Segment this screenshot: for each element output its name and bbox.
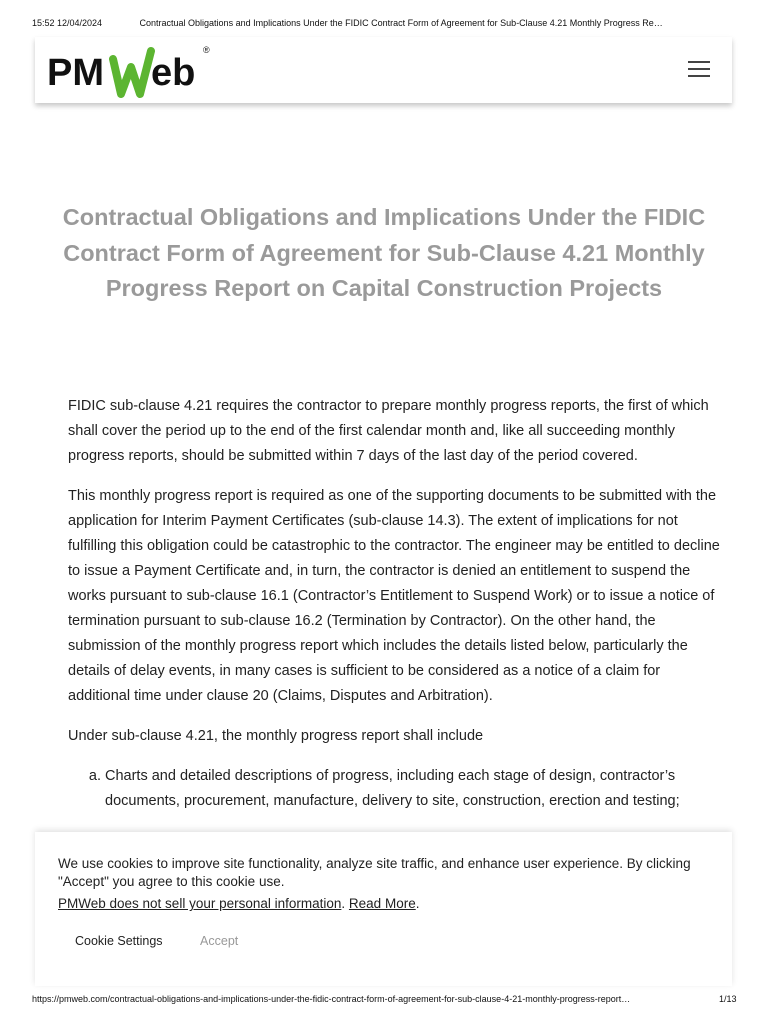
pmweb-logo[interactable] <box>47 43 217 99</box>
cookie-settings-button[interactable]: Cookie Settings <box>75 934 163 948</box>
print-document-title: Contractual Obligations and Implications Under the FIDIC Contract Form of Agreement for Sub-Clause 4.21 Monthly Progress Re… <box>139 18 663 28</box>
paragraph: Under sub-clause 4.21, the monthly progress report shall include <box>68 728 484 744</box>
paragraph: FIDIC sub-clause 4.21 requires the contractor to prepare monthly progress reports, the first of which shall cover the period up to the end of the first calendar month and, like all succeeding monthly progress reports, should be submitted within 7 days of the last day of the period covered. <box>68 398 709 464</box>
link-end: . <box>415 896 420 911</box>
read-more-link[interactable]: Read More <box>348 896 416 911</box>
cookie-actions <box>75 934 238 948</box>
list-item: a. Charts and detailed descriptions of progress, including each stage of design, contractor’s documents, procurement, manufacture, delivery to site, construction, erection and testing; <box>105 764 722 814</box>
article-body <box>68 394 722 814</box>
hamburger-line <box>688 75 710 77</box>
do-not-sell-link[interactable]: PMWeb does not sell your personal information <box>58 896 342 911</box>
cookie-links <box>58 896 419 911</box>
logo-w-mark <box>113 51 151 94</box>
cookie-message: We use cookies to improve site functionality, analyze site traffic, and enhance user experience. By clicking "Accept" you agree to this cookie use. <box>58 856 691 889</box>
article-title: Contractual Obligations and Implications Under the FIDIC Contract Form of Agreement for Sub-Clause 4.21 Monthly Progress Report on Capital Construction Projects <box>62 204 706 301</box>
registered-mark: ® <box>203 45 210 55</box>
print-header <box>32 18 742 28</box>
hamburger-line <box>688 68 710 70</box>
link-separator: . <box>341 896 349 911</box>
report-items-list <box>68 764 722 814</box>
hamburger-icon[interactable] <box>688 61 710 79</box>
print-timestamp: 15:52 12/04/2024 <box>32 18 103 28</box>
paragraph: This monthly progress report is required as one of the supporting documents to be submitted with the application for Interim Payment Certificates (sub-clause 14.3). The extent of implications for not fulfilling this obligation could be catastrophic to the contractor. The engineer may be entitled to decline to issue a Payment Certificate and, in turn, the contractor is denied an entitlement to suspend the works pursuant to sub-clause 16.1 (Contractor’s Entitlement to Suspend Work) or to issue a notice of termination pursuant to sub-clause 16.2 (Termination by Contractor). On the other hand, the submission of the monthly progress report which includes the details listed below, particularly the details of delay events, in many cases is sufficient to be considered as a notice of a claim for additional time under clause 20 (Claims, Disputes and Arbitration). <box>68 488 720 704</box>
print-url: https://pmweb.com/contractual-obligations-and-implications-under-the-fidic-contract-form-of-agreement-for-sub-clause-4-21-monthly-progress-report… <box>32 994 631 1004</box>
page-number: 1/13 <box>718 994 737 1004</box>
hamburger-line <box>688 61 710 63</box>
site-header <box>35 37 732 103</box>
accept-button[interactable]: Accept <box>200 934 239 948</box>
logo-text-eb: eb <box>151 52 196 94</box>
print-footer <box>32 994 738 1004</box>
cookie-banner <box>35 832 732 986</box>
logo-text-pm: PM <box>47 52 104 94</box>
pmweb-logo-graphic <box>47 43 217 99</box>
